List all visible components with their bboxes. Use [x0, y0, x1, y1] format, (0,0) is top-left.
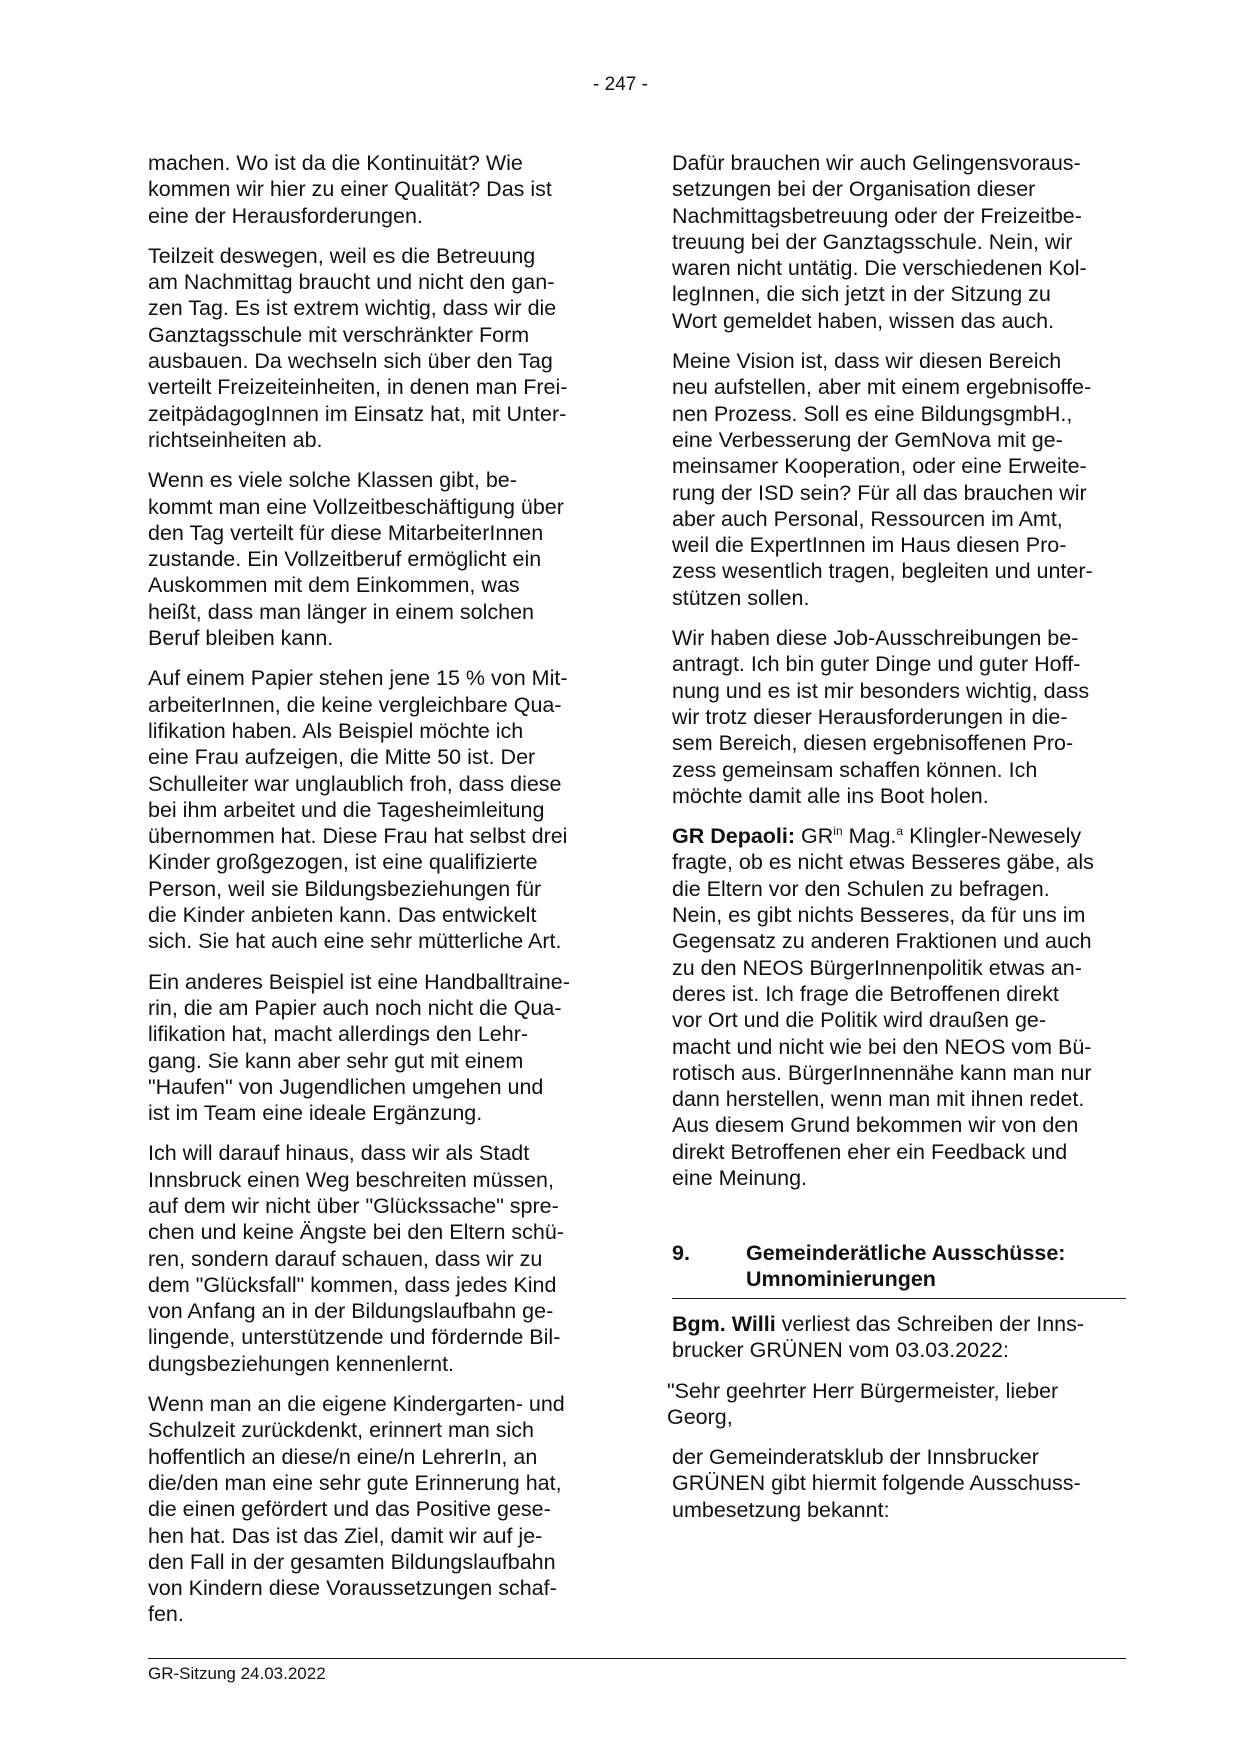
right-column-continued: [667, 1311, 1132, 1537]
section-heading: [672, 1240, 1126, 1299]
speaker-name: GR Depaoli:: [672, 824, 796, 849]
footer-divider: [148, 1658, 1126, 1659]
paragraph: Meine Vision ist, dass wir diesen Bereich neu aufstellen, aber mit einem ergebnisoffe- nen Prozess. Soll es eine BildungsgmbH., eine Verbesserung der GemNova mit ge- meinsamer Kooperation, oder eine Erweite- rung der ISD sein? Für all das brauchen wir aber auch Personal, Ressourcen im Amt, weil die ExpertInnen im Haus diesen Pro- zess wesentlich tragen, begleiten und unter- stützen sollen.: [672, 349, 1093, 610]
section-title: Gemeinderätliche Ausschüsse: Umnominierungen: [746, 1241, 1066, 1292]
right-column: [672, 150, 1132, 1205]
superscript: in: [833, 824, 843, 839]
page-number: - 247 -: [593, 74, 648, 95]
title-text: GR: [795, 824, 834, 849]
letter-salutation: "Sehr geehrter Herr Bürgermeister, lieber Georg,: [667, 1378, 1059, 1429]
paragraph: Wenn es viele solche Klassen gibt, be- kommt man eine Vollzeitbeschäftigung über den Tag verteilt für diese MitarbeiterInnen zustande. Ein Vollzeitberuf ermöglicht ein Auskommen mit dem Einkommen, was heißt, dass man länger in einem solchen Beruf bleiben kann.: [148, 468, 564, 651]
left-column: [148, 150, 608, 1642]
paragraph: Ich will darauf hinaus, dass wir als Stadt Innsbruck einen Weg beschreiten müssen, auf dem wir nicht über "Glückssache" spre- chen und keine Ängste bei den Eltern schü- ren, sondern darauf schauen, dass wir zu dem "Glücksfall" kommen, dass jedes Kind von Anfang an in der Bildungslaufbahn ge- lingende, unterstützende und fördernde Bil- dungsbeziehungen kennenlernt.: [148, 1141, 564, 1376]
speech-willi: [672, 1311, 1132, 1364]
paragraph: Wenn man an die eigene Kindergarten- und Schulzeit zurückdenkt, erinnert man sich hoffentlich an diese/n eine/n LehrerIn, an die/den man eine sehr gute Erinnerung hat, die einen gefördert und das Positive gese- hen hat. Das ist das Ziel, damit wir auf je- den Fall in der gesamten Bildungslaufbahn von Kindern diese Voraussetzungen schaf- fen.: [148, 1392, 565, 1627]
speaker-name: Bgm. Willi: [672, 1312, 776, 1336]
footer-text: GR-Sitzung 24.03.2022: [148, 1664, 326, 1683]
letter-body: der Gemeinderatsklub der Innsbrucker GRÜNEN gibt hiermit folgende Ausschuss- umbesetzung bekannt:: [672, 1445, 1081, 1522]
title-text: Mag.: [842, 824, 897, 849]
speech-text: Klingler-Newesely fragte, ob es nicht etwas Besseres gäbe, als die Eltern vor den Schulen zu befragen. Nein, es gibt nichts Besseres, da für uns im Gegensatz zu anderen Fraktionen und auch zu den NEOS BürgerInnenpolitik etwas an- deres ist. Ich frage die Betroffenen direkt vor Ort und die Politik wird draußen ge- macht und nicht wie bei den NEOS vom Bü- rotisch aus. BürgerInnennähe kann man nur dann herstellen, wenn man mit ihnen redet. Aus diesem Grund bekommen wir von den direkt Betroffenen eher ein Feedback und eine Meinung.: [672, 824, 1094, 1190]
paragraph: Teilzeit deswegen, weil es die Betreuung am Nachmittag braucht und nicht den gan- zen Tag. Es ist extrem wichtig, dass wir die Ganztagsschule mit verschränkter Form ausbauen. Da wechseln sich über den Tag verteilt Freizeiteinheiten, in denen man Frei- zeitpädagogInnen im Einsatz hat, mit Unter- richtseinheiten ab.: [148, 243, 568, 452]
paragraph: Wir haben diese Job-Ausschreibungen be- antragt. Ich bin guter Dinge und guter Hoff- nung und es ist mir besonders wichtig, dass wir trotz dieser Herausforderungen in die- sem Bereich, diesen ergebnisoffenen Pro- zess gemeinsam schaffen können. Ich möchte damit alle ins Boot holen.: [672, 626, 1090, 808]
section-number: 9.: [672, 1241, 690, 1265]
paragraph: Auf einem Papier stehen jene 15 % von Mit- arbeiterInnen, die keine vergleichbare Qua- lifikation haben. Als Beispiel möchte ich eine Frau aufzeigen, die Mitte 50 ist. Der Schulleiter war unglaublich froh, dass diese bei ihm arbeitet und die Tagesheimleitung übernommen hat. Diese Frau hat selbst drei Kinder großgezogen, ist eine qualifizierte Person, weil sie Bildungsbeziehungen für die Kinder anbieten kann. Das entwickelt sich. Sie hat auch eine sehr mütterliche Art.: [148, 666, 568, 954]
paragraph: Dafür brauchen wir auch Gelingensvoraus- setzungen bei der Organisation dieser Nachmittagsbetreuung oder der Freizeitbe- treuung bei der Ganztagsschule. Nein, wir waren nicht untätig. Die verschiedenen Kol- legInnen, die sich jetzt in der Sitzung zu Wort gemeldet haben, wissen das auch.: [672, 151, 1087, 333]
speech-depaoli: [672, 823, 1132, 1191]
speech-text: verliest das Schreiben der Inns- brucker GRÜNEN vom 03.03.2022:: [672, 1312, 1085, 1363]
superscript: a: [896, 824, 904, 839]
paragraph: machen. Wo ist da die Kontinuität? Wie kommen wir hier zu einer Qualität? Das ist eine der Herausforderungen.: [148, 151, 552, 228]
paragraph: Ein anderes Beispiel ist eine Handballtraine- rin, die am Papier auch noch nicht die Qua- lifikation hat, macht allerdings den Lehr- gang. Sie kann aber sehr gut mit einem "Haufen" von Jugendlichen umgehen und ist im Team eine ideale Ergänzung.: [148, 969, 570, 1126]
